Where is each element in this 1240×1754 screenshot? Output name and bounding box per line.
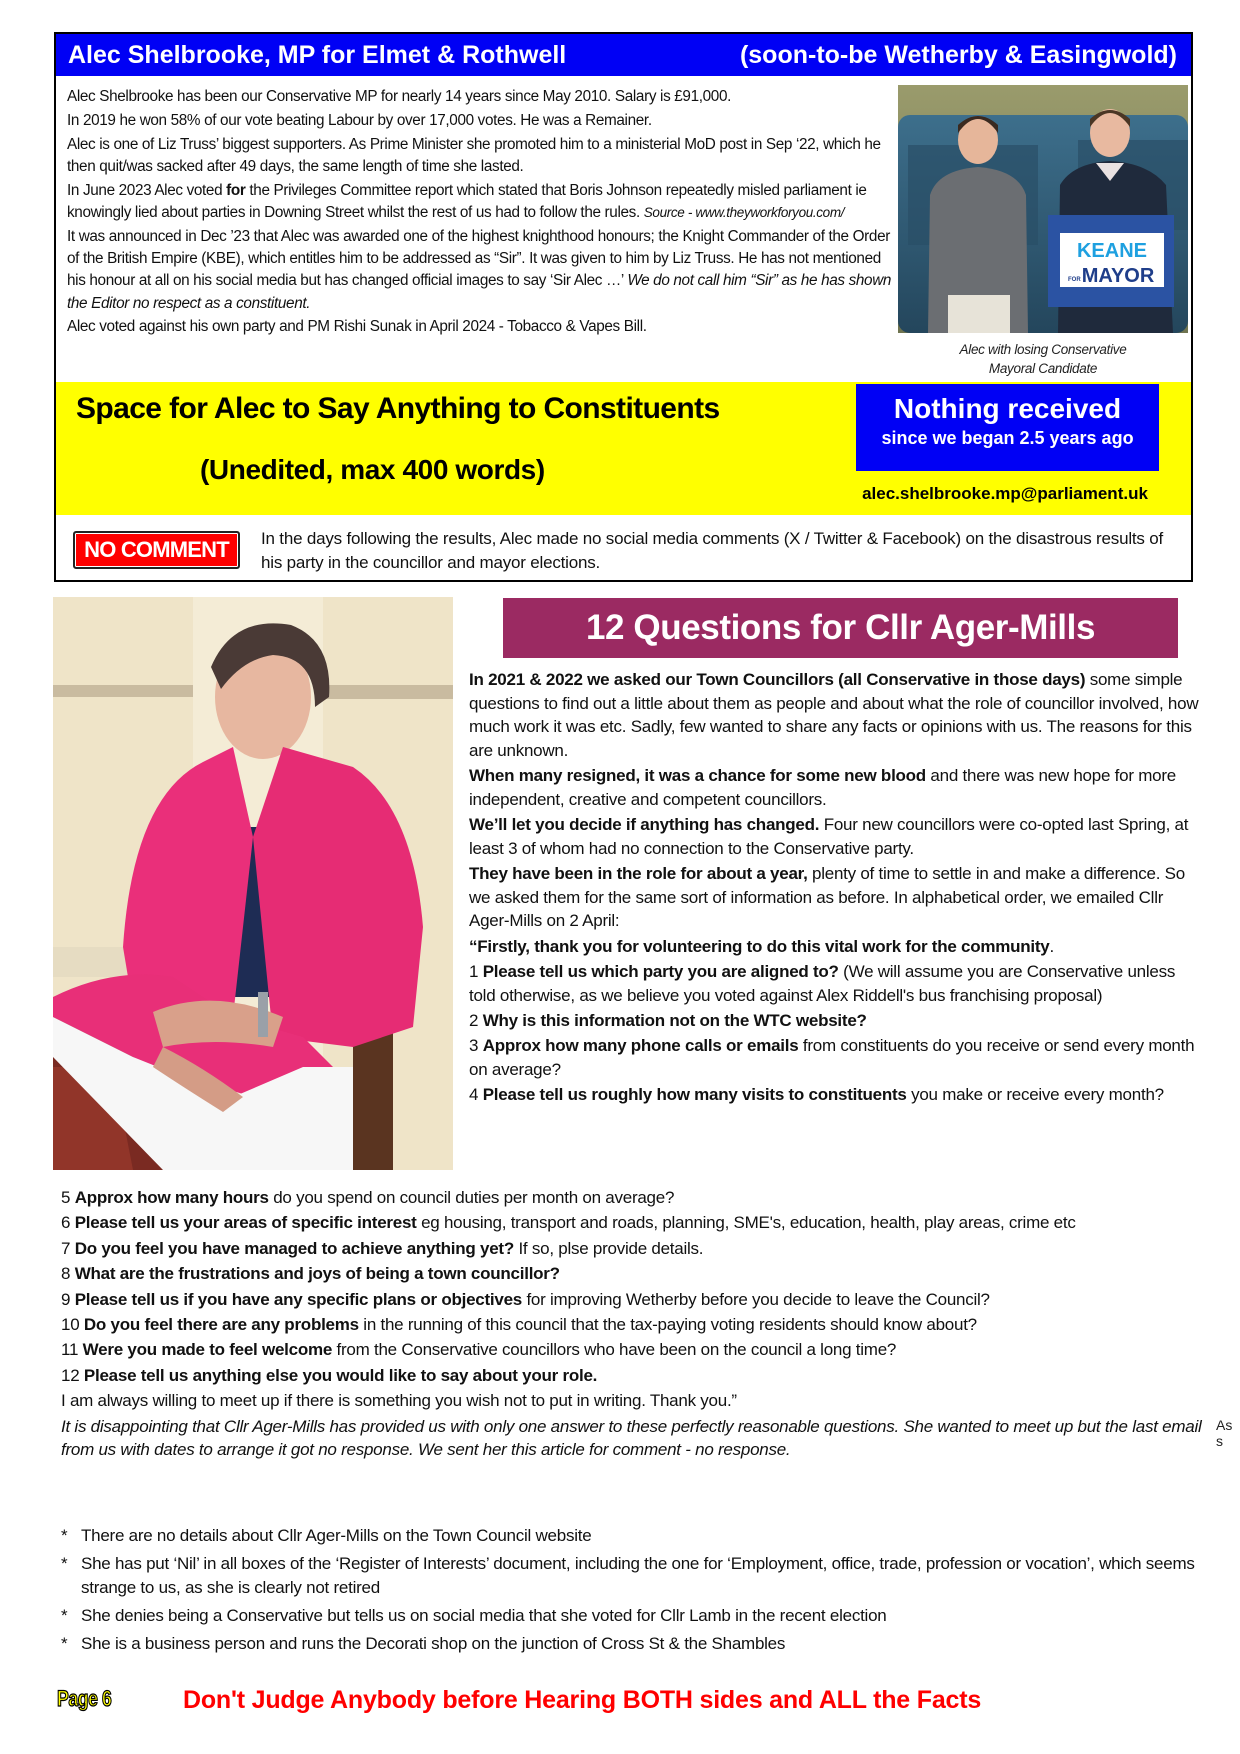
- bullet-text: There are no details about Cllr Ager-Mills on the Town Council website: [81, 1526, 592, 1545]
- question-number: 4: [469, 1085, 479, 1105]
- asterisk-bullet-icon: *: [61, 1605, 68, 1625]
- question-number: 12: [61, 1365, 80, 1385]
- sign-keane-text: KEANE: [1076, 240, 1148, 262]
- text-run: In June 2023 Alec voted: [67, 181, 227, 199]
- question-item: [61, 1313, 1211, 1337]
- question-item: [61, 1186, 1211, 1210]
- question-item: [469, 960, 1204, 1007]
- question-item: [61, 1211, 1211, 1235]
- question-number: 5: [61, 1188, 71, 1207]
- question-text: What are the frustrations and joys of being a town councillor?: [74, 1264, 560, 1284]
- nothing-received-subtitle: since we began 2.5 years ago: [881, 428, 1134, 448]
- intro-paragraph: [469, 668, 1204, 762]
- article-title-banner: 12 Questions for Cllr Ager-Mills: [503, 598, 1178, 658]
- question-note: eg housing, transport and roads, planning, SME's, education, health, play areas, crime etc: [416, 1213, 1076, 1233]
- asterisk-bullet-icon: *: [61, 1526, 68, 1545]
- article-lower: [61, 1186, 1211, 1464]
- question-note: for improving Wetherby before you decide to leave the Council?: [521, 1289, 990, 1309]
- text-run: plenty of time to settle in and make a difference. So we asked them for the same sort of information as before. In alphabetical order, we emailed Cllr Ager-Mills on 2 April:: [469, 864, 1185, 931]
- question-note: do you spend on council duties per month on average?: [268, 1188, 675, 1207]
- mp-paragraph: Alec is one of Liz Truss’ biggest supporters. As Prime Minister she promoted him to a ministerial MoD post in Sep ‘22, which he then quit/was sacked after 49 days, the same length of time she lasted.: [67, 135, 881, 175]
- caption-line: Mayoral Candidate: [988, 361, 1098, 376]
- photo-caption: [898, 340, 1188, 378]
- bold-run: We’ll let you decide if anything has changed.: [469, 815, 820, 835]
- question-note: you make or receive every month?: [906, 1085, 1164, 1105]
- text-run: some simple questions to find out a little about them as people and about what the role of councillor involved, how much work it was etc. Sadly, few wanted to share any facts or opinions with us. The reasons for this are unknown.: [469, 670, 1199, 760]
- text-run: .: [1049, 936, 1054, 956]
- question-note: from constituents do you receive or send every month on average?: [469, 1036, 1195, 1080]
- question-note: (We will assume you are Conservative unless told otherwise, as we believe you voted against Alex Riddell's bus franchising proposal): [469, 962, 1176, 1005]
- no-comment-text: In the days following the results, Alec made no social media comments (X / Twitter & Facebook) on the disastrous results of his party in the councillor and mayor elections.: [261, 529, 1164, 572]
- space-for-mp-subtitle: (Unedited, max 400 words): [200, 454, 545, 485]
- question-item: [469, 1034, 1204, 1081]
- intro-paragraph: [469, 935, 1204, 959]
- source-citation: Source - www.theyworkforyou.com/: [643, 204, 845, 220]
- article-conclusion: It is disappointing that Cllr Ager-Mills has provided us with only one answer to these perfectly reasonable questions. She wanted to meet up but the last email from us with dates to arrange it got no response. We sent her this article for comment - no response.: [61, 1416, 1202, 1460]
- question-number: 1: [469, 962, 479, 982]
- mp-paragraph: Alec voted against his own party and PM Rishi Sunak in April 2024 - Tobacco & Vapes Bill.: [67, 318, 647, 336]
- text-run: Four new councillors were co-opted last Spring, at least 3 of whom had no connection to the Conservative party.: [469, 815, 1189, 858]
- portrait-illustration: [53, 597, 453, 1170]
- bold-run: “Firstly, thank you for volunteering to do this vital work for the community: [469, 936, 1050, 956]
- photo-illustration: [898, 85, 1188, 333]
- bold-run: for: [226, 181, 246, 199]
- space-for-mp-title: Space for Alec to Say Anything to Constituents: [76, 392, 720, 425]
- question-item: [61, 1237, 1211, 1261]
- caption-line: Alec with losing Conservative: [959, 342, 1127, 357]
- bullet-item: [61, 1552, 1211, 1599]
- question-number: 11: [61, 1340, 79, 1360]
- question-number: 6: [61, 1213, 71, 1233]
- mp-paragraph: [67, 226, 897, 315]
- intro-paragraph: [469, 862, 1204, 933]
- bullet-text: She is a business person and runs the Decorati shop on the junction of Cross St & the Shambles: [81, 1633, 786, 1653]
- question-text: Please tell us anything else you would like to say about your role.: [83, 1365, 598, 1385]
- question-text: Approx how many hours: [74, 1188, 269, 1207]
- facts-bullet-list: [61, 1524, 1211, 1660]
- photo-alec-with-candidate: [898, 85, 1188, 333]
- question-number: 10: [61, 1314, 80, 1334]
- bullet-text: She has put ‘Nil’ in all boxes of the ‘Register of Interests’ document, including the one for ‘Employment, office, trade, profession or vocation’, which seems strange to us, as she is clearly not retired: [81, 1554, 1195, 1597]
- question-note: from the Conservative councillors who have been on the council a long time?: [332, 1340, 897, 1360]
- nothing-received-title: Nothing received: [893, 393, 1122, 424]
- question-item: [61, 1288, 1211, 1312]
- question-text: Why is this information not on the WTC website?: [482, 1011, 867, 1031]
- text-run: It was announced in Dec ’23 that Alec was awarded one of the highest knighthood honours; the Knight Commander of the Order of the British Empire (KBE), which entitles him to be addressed as “Sir”. It was given to him by Liz Truss. He has not mentioned his honour at all on his social media but has changed official images to say ‘Sir Alec …’: [67, 227, 890, 290]
- question-item: [61, 1364, 1211, 1388]
- clipped-text-fragment: As s: [1216, 1417, 1233, 1449]
- mp-header-title: Alec Shelbrooke, MP for Elmet & Rothwell: [68, 41, 567, 69]
- bold-run: They have been in the role for about a year,: [469, 864, 808, 884]
- question-item: [61, 1262, 1211, 1286]
- page-number: Page 6: [57, 1686, 112, 1711]
- bold-run: When many resigned, it was a chance for some new blood: [469, 766, 926, 786]
- asterisk-bullet-icon: *: [61, 1554, 68, 1573]
- question-note: If so, plse provide details.: [513, 1238, 704, 1258]
- bold-run: In 2021 & 2022 we asked our Town Councillors (all Conservative in those days): [469, 670, 1086, 689]
- intro-paragraph: [469, 764, 1204, 811]
- mp-body-text: [67, 86, 897, 340]
- mp-paragraph: Alec Shelbrooke has been our Conservative MP for nearly 14 years since May 2010. Salary is £91,000.: [67, 88, 732, 105]
- mp-paragraph: In 2019 he won 58% of our vote beating Labour by over 17,000 votes. He was a Remainer.: [67, 111, 652, 129]
- mp-header-bar: [56, 34, 1191, 76]
- nothing-received-box: [856, 384, 1159, 471]
- question-text: Please tell us roughly how many visits to constituents: [482, 1085, 907, 1105]
- question-text: Do you feel you have managed to achieve anything yet?: [74, 1238, 514, 1258]
- question-number: 7: [61, 1238, 71, 1258]
- question-text: Were you made to feel welcome: [82, 1340, 333, 1360]
- bullet-text: She denies being a Conservative but tells us on social media that she voted for Cllr Lamb in the recent election: [81, 1605, 887, 1625]
- sign-mayor-text: MAYOR: [1081, 265, 1155, 287]
- question-text: Please tell us which party you are aligned to?: [482, 962, 839, 982]
- question-item: [61, 1338, 1211, 1362]
- text-run: and there was new hope for more independent, creative and competent councillors.: [469, 766, 1176, 809]
- portrait-cllr-ager-mills: [53, 597, 453, 1170]
- question-number: 9: [61, 1289, 71, 1309]
- mp-paragraph: [67, 180, 897, 225]
- footer-slogan: Don't Judge Anybody before Hearing BOTH sides and ALL the Facts: [183, 1686, 982, 1714]
- intro-paragraph: [469, 813, 1204, 860]
- sign-for-text: FOR: [1068, 277, 1081, 283]
- question-note: in the running of this council that the tax-paying voting residents should know about?: [358, 1314, 977, 1334]
- question-number: 2: [469, 1011, 479, 1031]
- bullet-item: [61, 1632, 1211, 1656]
- question-text: Please tell us your areas of specific interest: [74, 1213, 417, 1233]
- mp-email-address: alec.shelbrooke.mp@parliament.uk: [862, 484, 1148, 503]
- italic-run: We do not call him “Sir” as he has shown the Editor no respect as a constituent.: [67, 272, 892, 312]
- text-run: the Privileges Committee report which stated that Boris Johnson repeatedly misled parliament ie knowingly lied about parties in Downing Street whilst the rest of us had to follow the rules.: [67, 181, 867, 221]
- question-number: 3: [469, 1036, 479, 1056]
- question-item: [469, 1009, 1204, 1033]
- question-text: Do you feel there are any problems: [83, 1314, 359, 1334]
- no-comment-badge: NO COMMENT: [73, 531, 240, 569]
- question-item: [469, 1083, 1204, 1107]
- question-text: Approx how many phone calls or emails: [482, 1036, 799, 1056]
- question-text: Please tell us if you have any specific plans or objectives: [74, 1289, 522, 1309]
- closing-line: I am always willing to meet up if there is something you wish not to put in writing. Thank you.”: [61, 1391, 737, 1411]
- bullet-item: [61, 1604, 1211, 1628]
- bullet-item: [61, 1524, 1211, 1548]
- question-number: 8: [61, 1264, 71, 1284]
- mp-header-constituency-note: (soon-to-be Wetherby & Easingwold): [739, 41, 1177, 69]
- article-intro: [469, 668, 1204, 1109]
- asterisk-bullet-icon: *: [61, 1633, 68, 1653]
